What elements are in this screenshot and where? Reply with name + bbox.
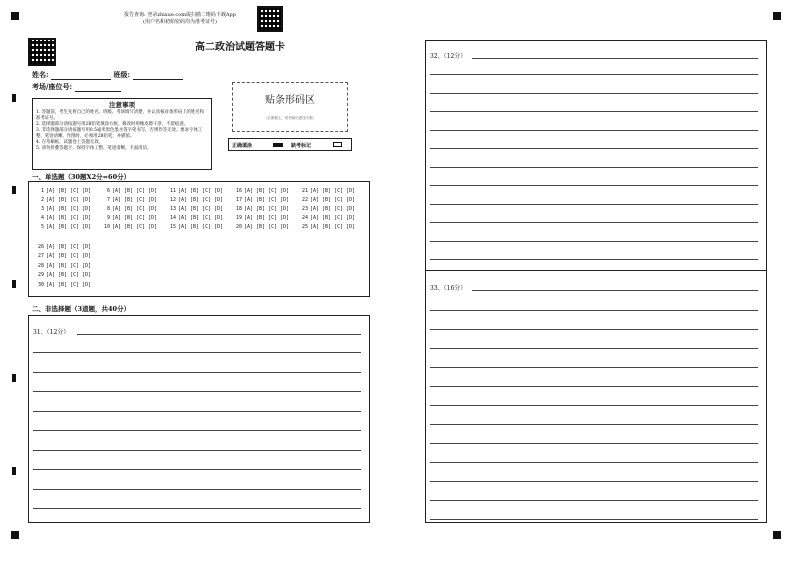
answer-line[interactable] <box>430 259 758 260</box>
mcq-options[interactable]: [A] [B] [C] [D] <box>112 197 158 203</box>
timing-mark <box>12 186 16 194</box>
answer-line[interactable] <box>430 241 758 242</box>
barcode-area <box>232 82 348 132</box>
mcq-options[interactable]: [A] [B] [C] [D] <box>46 281 92 288</box>
notice-item: 3. 非选择题部分请按题号用0.5毫米黑色墨水签字笔书写，否则作答无效。要求字体工整、笔迹清晰。作图时，必须用2B铅笔，并描浓。 <box>36 128 203 139</box>
barcode-title: 贴条形码区 <box>265 95 315 106</box>
answer-line[interactable] <box>33 352 361 353</box>
mcq-number: 12 <box>169 197 176 203</box>
mcq-number: 13 <box>169 206 176 212</box>
answer-line[interactable] <box>430 329 758 330</box>
mcq-options[interactable]: [A] [B] [C] [D] <box>178 206 224 212</box>
mcq-number: 1 <box>40 188 44 194</box>
barcode-hint: （正面朝上，切勿贴出虚线方框） <box>263 116 317 120</box>
answer-line[interactable] <box>33 391 361 392</box>
mcq-number: 27 <box>37 253 44 260</box>
mcq-item-28[interactable] <box>35 263 91 269</box>
mcq-number: 22 <box>301 197 308 203</box>
mcq-options[interactable]: [A] [B] [C] [D] <box>244 224 290 230</box>
mcq-item-4[interactable] <box>35 215 91 221</box>
mcq-item-8[interactable] <box>101 206 157 212</box>
mcq-item-18[interactable] <box>233 206 289 212</box>
mcq-item-30[interactable] <box>35 282 91 288</box>
answer-line[interactable] <box>472 58 758 59</box>
mcq-number: 14 <box>169 215 176 221</box>
mcq-number: 18 <box>235 206 242 212</box>
page-title: 高二政治试题答题卡 <box>195 42 285 53</box>
answer-line[interactable] <box>472 290 758 291</box>
question-32-label: 32、（12分） <box>430 53 467 60</box>
answer-line[interactable] <box>430 204 758 205</box>
answer-box-32[interactable] <box>425 40 767 271</box>
answer-line[interactable] <box>430 74 758 75</box>
mcq-number: 8 <box>106 206 110 212</box>
notice-item: 4. 在草稿纸、试题卷上答题无效。 <box>36 140 104 145</box>
mcq-options[interactable]: [A] [B] [C] [D] <box>310 224 356 230</box>
mcq-item-25[interactable] <box>299 224 355 230</box>
mcq-options[interactable]: [A] [B] [C] [D] <box>310 215 356 221</box>
question-31-label: 31、（12分） <box>33 329 70 336</box>
mcq-options[interactable]: [A] [B] [C] [D] <box>46 188 92 194</box>
answer-line[interactable] <box>430 443 758 444</box>
timing-mark <box>12 374 16 382</box>
mcq-item-5[interactable] <box>35 224 91 230</box>
mcq-options[interactable]: [A] [B] [C] [D] <box>46 197 92 203</box>
mcq-options[interactable]: [A] [B] [C] [D] <box>112 224 158 230</box>
mcq-item-2[interactable] <box>35 197 91 203</box>
mcq-item-19[interactable] <box>233 215 289 221</box>
mcq-number: 11 <box>169 188 176 194</box>
question-33-label: 33、（16分） <box>430 285 467 292</box>
mcq-item-1[interactable] <box>35 188 91 194</box>
mcq-options[interactable]: [A] [B] [C] [D] <box>46 206 92 212</box>
app-qr-code[interactable] <box>257 6 283 32</box>
mcq-options[interactable]: [A] [B] [C] [D] <box>244 188 290 194</box>
mcq-options[interactable]: [A] [B] [C] [D] <box>310 188 356 194</box>
mcq-item-12[interactable] <box>167 197 223 203</box>
room-field[interactable] <box>75 83 121 92</box>
mcq-item-11[interactable] <box>167 188 223 194</box>
mcq-options[interactable]: [A] [B] [C] [D] <box>46 224 92 230</box>
mcq-options[interactable]: [A] [B] [C] [D] <box>46 215 92 221</box>
mcq-options[interactable]: [A] [B] [C] [D] <box>178 188 224 194</box>
mcq-item-6[interactable] <box>101 188 157 194</box>
name-field[interactable] <box>51 71 111 80</box>
mcq-number: 9 <box>106 215 110 221</box>
absent-mark-box[interactable] <box>333 142 342 147</box>
mcq-options[interactable]: [A] [B] [C] [D] <box>178 197 224 203</box>
mcq-item-29[interactable] <box>35 272 91 278</box>
answer-line[interactable] <box>33 508 361 509</box>
answer-line[interactable] <box>430 405 758 406</box>
mcq-options[interactable]: [A] [B] [C] [D] <box>244 215 290 221</box>
mcq-number: 24 <box>301 215 308 221</box>
mcq-number: 29 <box>37 272 44 279</box>
header-line-2: (用户名和初始密码均为准考证号) <box>143 19 217 25</box>
notice-item: 2. 选择题部分请按题号用2B铅笔填涂方框，修改时用橡皮擦干净，不留痕迹。 <box>36 122 189 127</box>
notice-item: 5. 请勿折叠答题卡，保持字体工整、笔迹清晰、卡面清洁。 <box>36 146 152 151</box>
mcq-item-16[interactable] <box>233 188 289 194</box>
room-label: 考场/座位号: <box>32 82 73 91</box>
mcq-item-7[interactable] <box>101 197 157 203</box>
answer-box-31[interactable] <box>28 315 370 523</box>
mcq-number: 21 <box>301 188 308 194</box>
class-field[interactable] <box>133 71 183 80</box>
mcq-number: 10 <box>103 224 110 230</box>
mcq-item-9[interactable] <box>101 215 157 221</box>
answer-line[interactable] <box>33 450 361 451</box>
answer-line[interactable] <box>430 93 758 94</box>
mcq-options[interactable]: [A] [B] [C] [D] <box>46 244 92 250</box>
mcq-options[interactable]: [A] [B] [C] [D] <box>310 197 356 203</box>
mcq-options[interactable]: [A] [B] [C] [D] <box>112 206 158 212</box>
mcq-options[interactable]: [A] [B] [C] [D] <box>46 262 92 269</box>
mcq-options[interactable]: [A] [B] [C] [D] <box>46 253 92 260</box>
answer-line[interactable] <box>430 367 758 368</box>
registration-mark <box>773 531 781 539</box>
mcq-options[interactable]: [A] [B] [C] [D] <box>112 215 158 221</box>
mcq-number: 2 <box>40 197 44 203</box>
correct-fill-label: 正确填涂 <box>232 143 253 149</box>
student-qr-code <box>28 38 56 66</box>
answer-line[interactable] <box>33 489 361 490</box>
mcq-item-22[interactable] <box>299 197 355 203</box>
notice-item: 1. 答题前，考生先将自己的姓名、班级、考场填写清楚，并认真核对条形码上的姓名和准考证号。 <box>36 110 205 121</box>
mcq-options[interactable]: [A] [B] [C] [D] <box>244 206 290 212</box>
mcq-number: 5 <box>40 224 44 230</box>
mcq-number: 4 <box>40 215 44 221</box>
mcq-number: 16 <box>235 188 242 194</box>
class-label: 班级: <box>113 70 131 79</box>
answer-line[interactable] <box>33 430 361 431</box>
mcq-item-10[interactable] <box>101 224 157 230</box>
timing-mark <box>12 280 16 288</box>
section1-title: 一、单选题（30题X2分=60分） <box>32 173 131 181</box>
mcq-options[interactable]: [A] [B] [C] [D] <box>46 272 92 279</box>
mcq-number: 6 <box>106 188 110 194</box>
answer-line[interactable] <box>77 334 361 335</box>
mcq-item-17[interactable] <box>233 197 289 203</box>
mcq-number: 19 <box>235 215 242 221</box>
mcq-item-27[interactable] <box>35 253 91 259</box>
mcq-item-26[interactable] <box>35 244 91 250</box>
registration-mark <box>11 531 19 539</box>
mcq-item-13[interactable] <box>167 206 223 212</box>
answer-line[interactable] <box>430 185 758 186</box>
mcq-options[interactable]: [A] [B] [C] [D] <box>244 197 290 203</box>
mcq-item-15[interactable] <box>167 224 223 230</box>
answer-line[interactable] <box>430 481 758 482</box>
answer-box-33[interactable] <box>425 270 767 523</box>
answer-line[interactable] <box>430 310 758 311</box>
answer-line[interactable] <box>430 424 758 425</box>
answer-line[interactable] <box>33 411 361 412</box>
mcq-item-21[interactable] <box>299 188 355 194</box>
mcq-number: 17 <box>235 197 242 203</box>
answer-line[interactable] <box>430 386 758 387</box>
mcq-options[interactable]: [A] [B] [C] [D] <box>112 188 158 194</box>
answer-line[interactable] <box>430 519 758 520</box>
mcq-number: 26 <box>37 244 44 250</box>
answer-line[interactable] <box>33 372 361 373</box>
answer-line[interactable] <box>33 469 361 470</box>
answer-line[interactable] <box>430 167 758 168</box>
answer-line[interactable] <box>430 348 758 349</box>
mcq-number: 7 <box>106 197 110 203</box>
mcq-item-20[interactable] <box>233 224 289 230</box>
correct-fill-sample <box>273 143 283 147</box>
mcq-options[interactable]: [A] [B] [C] [D] <box>178 224 224 230</box>
mcq-number: 28 <box>37 262 44 269</box>
mcq-item-3[interactable] <box>35 206 91 212</box>
notice-box <box>32 98 212 170</box>
mcq-options[interactable]: [A] [B] [C] [D] <box>310 206 356 212</box>
answer-line[interactable] <box>430 222 758 223</box>
mcq-number: 23 <box>301 206 308 212</box>
mcq-number: 20 <box>235 224 242 230</box>
fill-legend <box>228 138 352 151</box>
answer-line[interactable] <box>430 111 758 112</box>
registration-mark <box>11 12 19 20</box>
mcq-item-14[interactable] <box>167 215 223 221</box>
answer-line[interactable] <box>430 148 758 149</box>
header-line-1: 报告查询: 登录zhixue.com或扫描二维码下载App <box>124 12 236 18</box>
answer-line[interactable] <box>430 462 758 463</box>
mcq-number: 3 <box>40 206 44 212</box>
timing-mark <box>12 467 16 475</box>
mcq-number: 30 <box>37 281 44 288</box>
notice-title: 注意事项 <box>109 101 135 109</box>
mcq-number: 15 <box>169 224 176 230</box>
registration-mark <box>773 12 781 20</box>
section2-title: 二、非选择题（3道题，共40分） <box>32 305 131 313</box>
mcq-number: 25 <box>301 224 308 230</box>
mcq-item-24[interactable] <box>299 215 355 221</box>
mcq-options[interactable]: [A] [B] [C] [D] <box>178 215 224 221</box>
timing-mark <box>12 94 16 102</box>
answer-line[interactable] <box>430 500 758 501</box>
name-label: 姓名: <box>32 70 49 79</box>
mcq-item-23[interactable] <box>299 206 355 212</box>
absent-mark-label: 缺考标记 <box>291 143 312 149</box>
mcq-grid <box>28 181 370 297</box>
answer-line[interactable] <box>430 130 758 131</box>
